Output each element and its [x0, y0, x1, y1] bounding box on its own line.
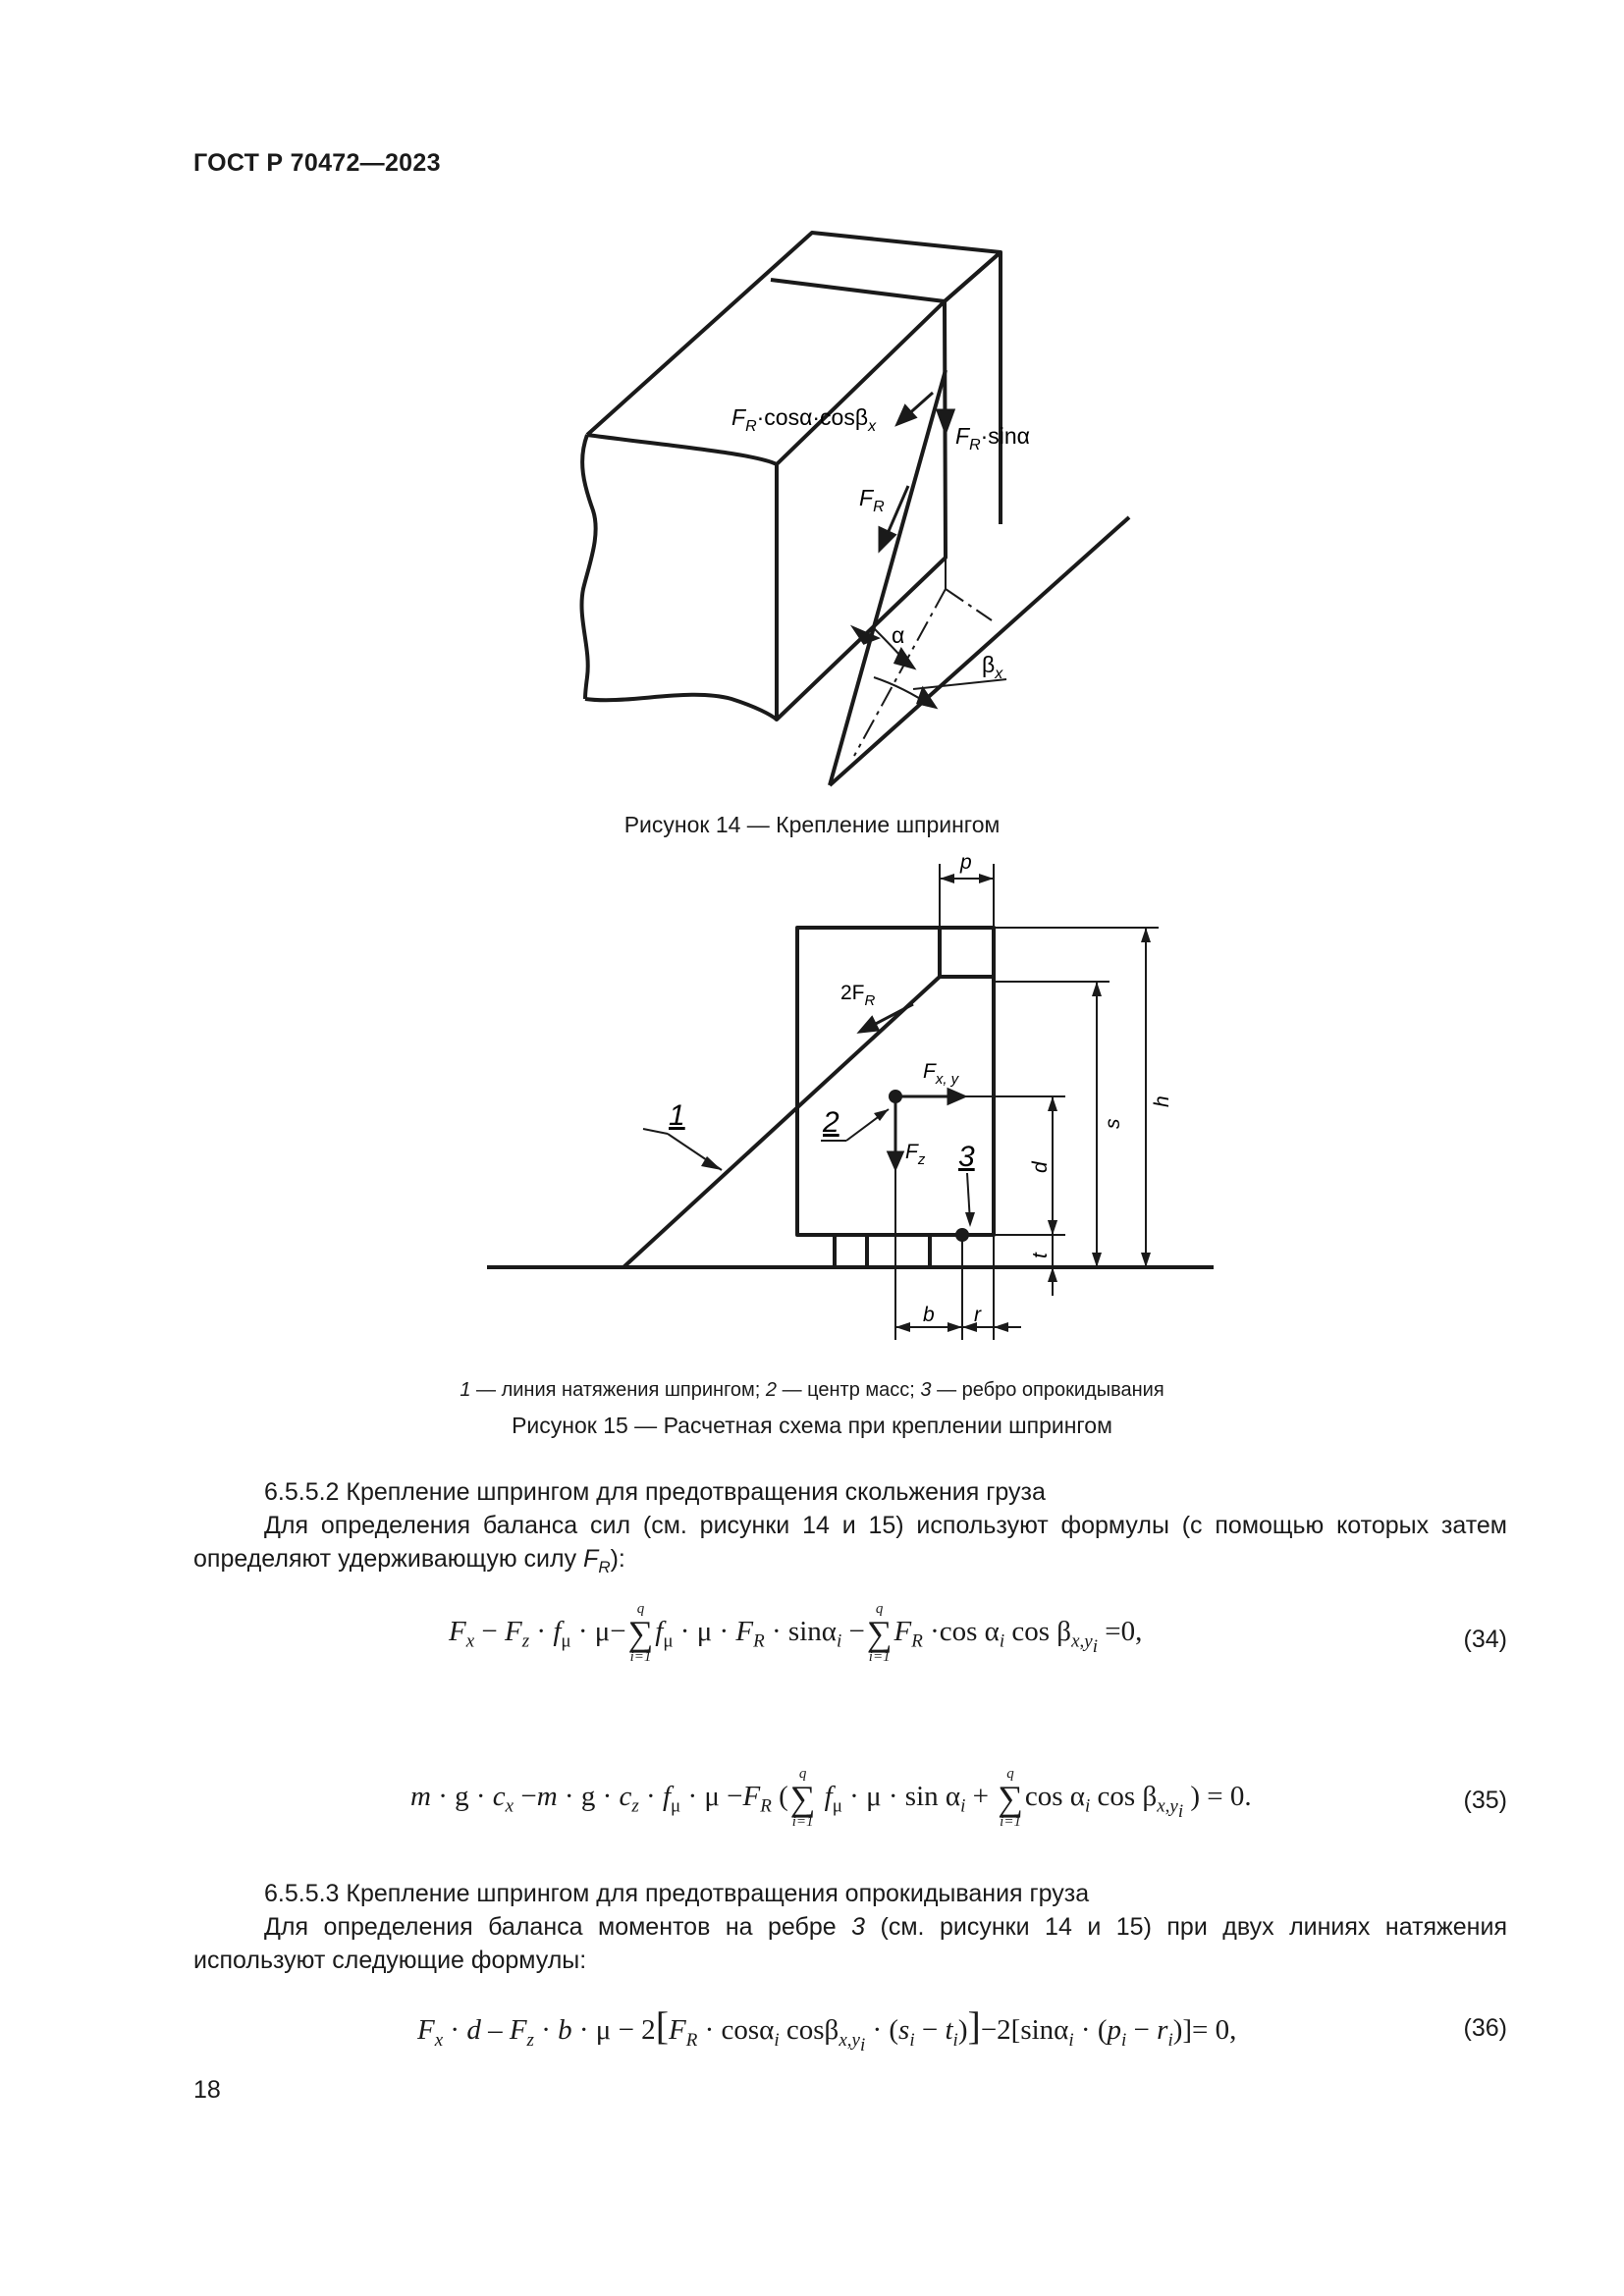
- page-number: 18: [193, 2076, 221, 2104]
- section-6553-text: Для определения баланса моментов на ребре 3 (см. рисунки 14 и 15) при двух линиях натяжения используют следующие формулы:: [193, 1913, 1507, 1974]
- fig14-label-fr: $F_R$: [859, 485, 885, 515]
- fig14-ground-line: [830, 517, 1129, 785]
- equation-36-number: (36): [1463, 2014, 1507, 2042]
- fig14-block-top-right: [945, 252, 1001, 301]
- equation-35-number: (35): [1463, 1787, 1507, 1814]
- fig14-label-beta: $\beta_x$: [982, 652, 1003, 682]
- fig15-tipping-edge: [955, 1228, 969, 1242]
- fig14-wavy-bottom: [585, 695, 777, 720]
- fig14-diag-dash2: [946, 589, 992, 620]
- fig14-diag-dash: [854, 589, 946, 756]
- section-6552-heading: 6.5.5.2 Крепление шпрингом для предотвращения скольжения груза: [264, 1478, 1046, 1506]
- fig14-block-front: [777, 301, 946, 720]
- section-6552-text: Для определения баланса сил (см. рисунки 14 и 15) используют формулы (с помощью которых затем определяют удерживающую силу $F_R$):: [193, 1512, 1507, 1576]
- section-6553-heading: 6.5.5.3 Крепление шпрингом для предотвращения опрокидывания груза: [264, 1880, 1090, 1907]
- fig15-corner-box: [940, 928, 994, 977]
- equation-35: $m \cdot g \cdot c_x -m \cdot g \cdot c_z \cdot f_\mu \cdot \mu -F_R$ ( q ∑ i=1 $f_\mu \cdot \mu \cdot \sin \alpha_i$ + q ∑ i=1 $\cos \alpha_i$ $\cos \beta_{x,y_i}$ ) = 0.: [410, 1766, 1252, 1831]
- fig14-wavy-left: [581, 435, 595, 699]
- fig14-label-alpha: α: [892, 622, 905, 648]
- fig15-label-t: t: [1029, 1253, 1052, 1258]
- equation-36: $F_x \cdot d - F_z \cdot b \cdot \mu - 2[F_R \cdot \cos\alpha_i$ $\cos\beta_{x,y_i} \cdot (s_i - t_i)]-2[\sin\alpha_i \cdot (p_i - r_i)]= 0$,: [417, 2003, 1237, 2056]
- fig15-label-fxy: $F_{x, y}$: [923, 1060, 959, 1088]
- fig14-strap-line: [830, 370, 946, 785]
- fig15-label-s: s: [1102, 1118, 1124, 1129]
- fig15-2fr-arrowhead: [860, 1018, 878, 1032]
- fig14-wavy-top: [587, 435, 777, 464]
- figure-15-caption: Рисунок 15 — Расчетная схема при креплении шпрингом: [512, 1413, 1112, 1438]
- figure-14-drawing: [550, 221, 1159, 800]
- fig14-frsin-arrowhead: [938, 410, 953, 432]
- fig14-label-frcos: $F_R\cdot\cos\alpha\cdot\cos\beta_x$: [731, 404, 877, 435]
- fig14-fr-arrowhead: [880, 528, 894, 550]
- fig15-label-h: h: [1151, 1095, 1173, 1107]
- figure-14-caption: Рисунок 14 — Крепление шпрингом: [623, 812, 1001, 837]
- document-header: ГОСТ Р 70472—2023: [193, 149, 441, 177]
- fig15-label-b: b: [923, 1304, 935, 1326]
- fig15-label-2: 2: [823, 1106, 839, 1139]
- fig14-beta-leader: [913, 679, 1006, 689]
- equation-34-number: (34): [1463, 1626, 1507, 1653]
- fig15-fz-arrowhead: [889, 1152, 902, 1168]
- fig15-label-r: r: [974, 1304, 981, 1326]
- fig15-label-p: p: [960, 851, 972, 874]
- fig15-fxy-arrowhead: [948, 1090, 964, 1103]
- fig14-label-frsin: $F_R\cdot\sin\alpha$: [955, 423, 1030, 454]
- fig15-label-d: d: [1029, 1161, 1052, 1173]
- fig15-label-2fr: $2F_R$: [840, 982, 876, 1009]
- fig15-label-fz: $F_z$: [905, 1141, 926, 1168]
- fig15-label-3: 3: [958, 1141, 975, 1173]
- equation-34: $F_x - F_z \cdot f_\mu \cdot \mu-$ q ∑ i=1 $f_\mu \cdot \mu \cdot F_R \cdot \sin\alpha_i$ − q ∑ i=1 $F_R \cdot\cos$ $\alpha_i$ $\cos \beta_{x,y_i} =0$,: [449, 1601, 1143, 1666]
- figure-15-drawing: [481, 849, 1227, 1345]
- fig15-label-1: 1: [669, 1099, 685, 1132]
- figure-15-legend: 1 — линия натяжения шпрингом; 2 — центр масс; 3 — ребро опрокидывания: [460, 1379, 1164, 1401]
